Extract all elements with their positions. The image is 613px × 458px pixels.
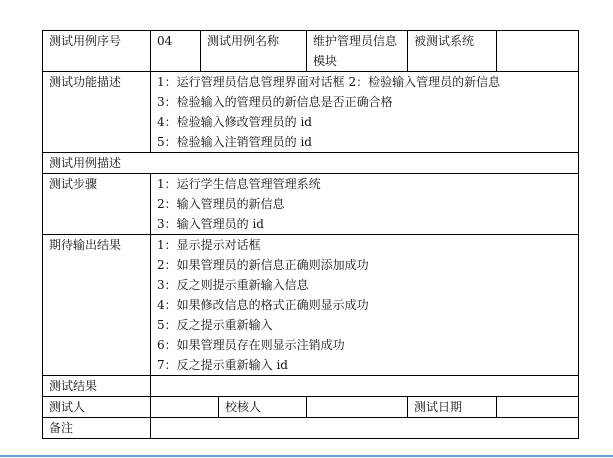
date-value (497, 397, 579, 418)
step-line: 3：输入管理员的 id (157, 217, 264, 231)
function-line: 5：检验输入注销管理员的 id (157, 135, 312, 149)
step-line: 1：运行学生信息管理管理系统 (157, 177, 321, 191)
expected-line: 2：如果管理员的新信息正确则添加成功 (157, 258, 369, 272)
row-expected (43, 235, 579, 376)
function-desc-label: 测试功能描述 (43, 72, 151, 153)
steps-label: 测试步骤 (43, 174, 151, 235)
reviewer-value (307, 397, 408, 418)
system-label: 被测试系统 (408, 31, 497, 72)
row-case-id (43, 31, 579, 72)
expected-line: 4：如果修改信息的格式正确则显示成功 (157, 298, 369, 312)
row-case-desc (43, 153, 579, 174)
row-steps (43, 174, 579, 235)
tester-label: 测试人 (43, 397, 151, 418)
function-line: 3：检验输入的管理员的新信息是否正确合格 (157, 95, 393, 109)
case-id-label: 测试用例序号 (43, 31, 151, 72)
result-label: 测试结果 (43, 376, 151, 397)
test-case-table (42, 30, 579, 439)
expected-label: 期待输出结果 (43, 235, 151, 376)
expected-line: 7：反之提示重新输入 id (157, 358, 288, 372)
row-people (43, 397, 579, 418)
result-value (151, 376, 579, 397)
reviewer-label: 校核人 (219, 397, 307, 418)
function-line: 4：检验输入修改管理员的 id (157, 115, 312, 129)
expected-line: 5：反之提示重新输入 (157, 318, 273, 332)
expected-line: 3：反之则提示重新输入信息 (157, 278, 309, 292)
row-result (43, 376, 579, 397)
notes-label: 备注 (43, 418, 151, 439)
row-notes (43, 418, 579, 439)
expected-line: 1：显示提示对话框 (157, 238, 261, 252)
function-line: 1：运行管理员信息管理界面对话框 2：检验输入管理员的新信息 (157, 75, 501, 89)
system-value (497, 31, 579, 72)
case-name-label: 测试用例名称 (201, 31, 307, 72)
expected-content (151, 235, 579, 376)
row-function-desc (43, 72, 579, 153)
expected-line: 6：如果管理员存在则显示注销成功 (157, 338, 345, 352)
case-name-value: 维护管理员信息模块 (307, 31, 408, 72)
tester-value (151, 397, 219, 418)
notes-value (151, 418, 579, 439)
case-id-value: 04 (151, 31, 201, 72)
step-line: 2：输入管理员的新信息 (157, 197, 285, 211)
page-bottom-border (0, 455, 613, 457)
steps-content (151, 174, 579, 235)
function-desc-content (151, 72, 579, 153)
case-desc-label: 测试用例描述 (43, 153, 579, 174)
date-label: 测试日期 (408, 397, 497, 418)
